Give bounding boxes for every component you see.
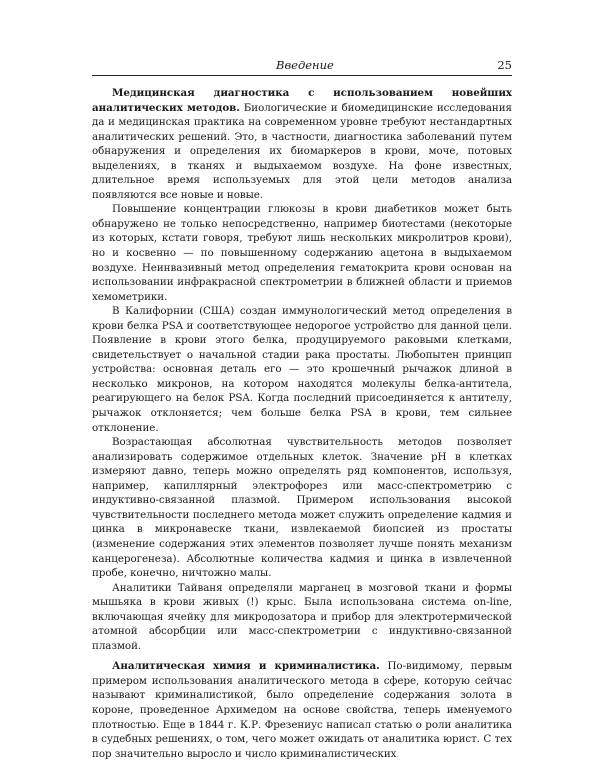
book-page <box>92 58 512 761</box>
chapter-title: Введение <box>276 58 334 72</box>
paragraph-text: Аналитики Тайваня определяли марганец в мозговой ткани и формы мышьяка в крови живых (!) крыс. Была использована система on-line, включающая ячейку для микродозатора и прибор для электротермической атомной абсорбции или масс-спектрометрии с индуктивно-связанной плазмой. <box>92 581 512 652</box>
paragraph-medical-diagnostics <box>92 86 512 202</box>
paragraph-glucose <box>92 202 512 304</box>
running-header <box>92 58 512 76</box>
paragraph-text: По-видимому, первым примером использования аналитического метода в сфере, которую сейчас называют криминалистикой, было определение содержания золота в короне, проведенное Архимедом на основе свойства, теперь именуемого плотностью. Еще в 1844 г. К.Р. Фрезениус написал статью о роли аналитика в судебных решениях, о том, чего может ожидать от аналитика юрист. С тех пор значительно выросло и число криминалистических <box>92 660 513 760</box>
paragraph-psa <box>92 304 512 435</box>
paragraph-sensitivity <box>92 435 512 580</box>
paragraph-text: Возрастающая абсолютная чувствительность методов позволяет анализировать содержимое отдельных клеток. Значение pH в клетках измеряют давно, теперь можно определять ряд компонентов, используя, например, капиллярный электрофорез или масс-спектрометрию с индуктивно-связанной плазмой. Примером использования высокой чувствительности последнего метода может служить определение кадмия и цинка в микронавеске ткани, извлекаемой биопсией из простаты (изменение содержания этих элементов позволяет лучше понять механизм канцерогенеза). Абсолютные количества кадмия и цинка в извлеченной пробе, конечно, ничтожно малы. <box>92 436 512 580</box>
page-number: 25 <box>497 58 512 72</box>
section-heading: Аналитическая химия и криминалистика. <box>112 660 380 673</box>
paragraph-taiwan <box>92 581 512 654</box>
paragraph-forensics <box>92 659 512 761</box>
paragraph-text: Биологические и биомедицинские исследования да и медицинская практика на современном уровне требуют нестандартных аналитических решений. Это, в частности, диагностика заболеваний путем обнаружения и определения их биомаркеров в крови, моче, потовых выделениях, в тканях и выдыхаемом воздухе. На фоне известных, длительное время используемых для этой цели методов анализа появляются все новые и новые. <box>92 101 512 201</box>
paragraph-text: В Калифорнии (США) создан иммунологический метод определения в крови белка PSA и соответствующее недорогое устройство для данной цели. Появление в крови этого белка, продуцируемого раковыми клетками, свидетельствует о начальной стадии рака простаты. Любопытен принцип устройства: основная деталь его — это крошечный рычажок длиной в несколько микронов, на котором находятся молекулы белка-антитела, реагирующего на белок PSA. Когда последний присоединяется к антителу, рычажок отклоняется; чем больше белка PSA в крови, тем сильнее отклонение. <box>92 305 512 434</box>
body-text <box>92 86 512 761</box>
paragraph-text: Повышение концентрации глюкозы в крови диабетиков может быть обнаружено не только непосредственно, например биотестами (некоторые из которых, кстати говоря, требуют лишь нескольких микролитров крови), но и косвенно — по повышенному содержанию ацетона в выдыхаемом воздухе. Неинвазивный метод определения гематокрита крови основан на использовании инфракрасной спектрометрии в ближней области и приемов хемометрики. <box>92 203 512 303</box>
section-heading: Медицинская диагностика с использованием новейших аналитических методов. <box>92 87 512 114</box>
